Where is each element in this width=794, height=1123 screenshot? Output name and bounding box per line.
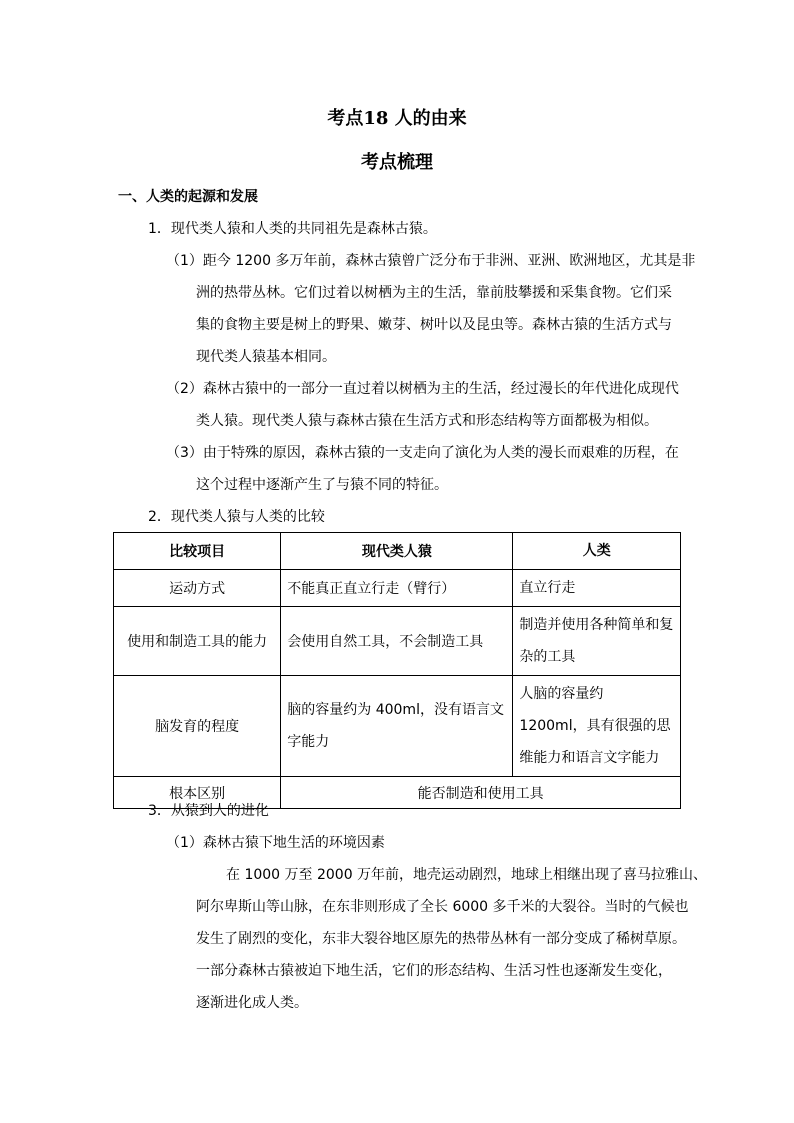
header-item: 比较项目: [114, 533, 281, 570]
para-line-3: 发生了剧烈的变化，东非大裂谷地区原先的热带丛林有一部分变成了稀树草原。: [196, 931, 686, 947]
para-line-2: 阿尔卑斯山等山脉，在东非则形成了全长 6000 多千米的大裂谷。当时的气候也: [196, 899, 689, 915]
sub3-1-heading: （1）森林古猿下地生活的环境因素: [166, 835, 385, 851]
cell-human: 制造并使用各种简单和复杂的工具: [513, 607, 681, 676]
cell-ape: 不能真正直立行走（臂行）: [281, 570, 513, 607]
cell-human: 人脑的容量约 1200ml，具有很强的思维能力和语言文字能力: [513, 676, 681, 777]
cell-ape: 脑的容量约为 400ml，没有语言文字能力: [281, 676, 513, 777]
header-ape: 现代类人猿: [281, 533, 513, 570]
sub1-line-2: 洲的热带丛林。它们过着以树栖为主的生活，靠前肢攀援和采集食物。它们采: [196, 285, 672, 301]
item-2: 2．现代类人猿与人类的比较: [148, 509, 325, 525]
table-row: [114, 676, 681, 777]
cell-item: 运动方式: [114, 570, 281, 607]
cell-item: 根本区别: [114, 777, 281, 809]
sub3-line-2: 这个过程中逐渐产生了与猿不同的特征。: [196, 477, 448, 493]
cell-item: 使用和制造工具的能力: [114, 607, 281, 676]
cell-ape: 会使用自然工具，不会制造工具: [281, 607, 513, 676]
table-row: [114, 607, 681, 676]
section-heading: 一、人类的起源和发展: [118, 189, 258, 205]
sub1-line-4: 现代类人猿基本相同。: [196, 349, 336, 365]
sub3-line-1: （3）由于特殊的原因，森林古猿的一支走向了演化为人类的漫长而艰难的历程，在: [166, 445, 679, 461]
sub2-line-2: 类人猿。现代类人猿与森林古猿在生活方式和形态结构等方面都极为相似。: [196, 413, 658, 429]
para-line-4: 一部分森林古猿被迫下地生活，它们的形态结构、生活习性也逐渐发生变化，: [196, 963, 672, 979]
cell-fundamental-difference: 能否制造和使用工具: [281, 777, 681, 809]
header-human: 人类: [513, 533, 681, 570]
sub1-line-1: （1）距今 1200 多万年前，森林古猿曾广泛分布于非洲、亚洲、欧洲地区，尤其是非: [166, 253, 696, 269]
item-3: 3．从猿到人的进化: [148, 803, 269, 819]
table-header-row: [114, 533, 681, 570]
item-1: 1．现代类人猿和人类的共同祖先是森林古猿。: [148, 221, 437, 237]
comparison-table: [113, 532, 681, 809]
page-title: 考点18 人的由来: [327, 108, 467, 129]
sub1-line-3: 集的食物主要是树上的野果、嫩芽、树叶以及昆虫等。森林古猿的生活方式与: [196, 317, 672, 333]
table-row: [114, 570, 681, 607]
cell-item: 脑发育的程度: [114, 676, 281, 777]
cell-human: 直立行走: [513, 570, 681, 607]
para-line-1: 在 1000 万至 2000 万年前，地壳运动剧烈，地球上相继出现了喜马拉雅山、: [226, 867, 708, 883]
page-subtitle: 考点梳理: [361, 152, 433, 173]
para-line-5: 逐渐进化成人类。: [196, 995, 308, 1011]
sub2-line-1: （2）森林古猿中的一部分一直过着以树栖为主的生活，经过漫长的年代进化成现代: [166, 381, 679, 397]
